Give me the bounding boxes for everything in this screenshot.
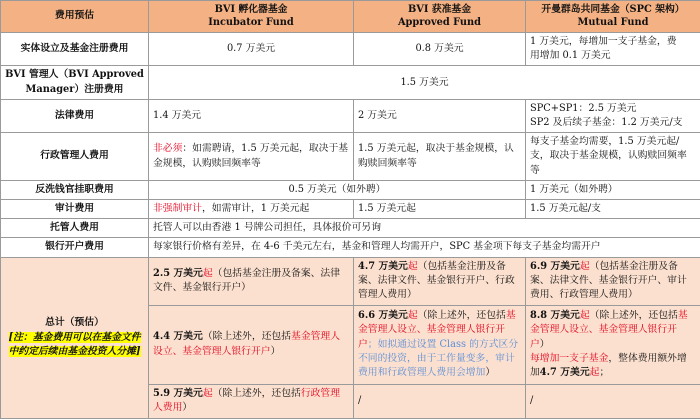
total-approved-2-amount: 6.6 万美元 [358, 310, 408, 321]
total-mutual-2-amount: 8.8 万美元 [530, 310, 580, 321]
total-mutual-2 [526, 305, 700, 384]
aml-mutual: 1 万美元（如外聘） [526, 180, 700, 199]
total-mutual-2-tail-end: ； [599, 367, 609, 378]
admin-incubator [149, 133, 354, 181]
row-label-setup: 实体设立及基金注册费用 [1, 33, 149, 66]
admin-incubator-text: ：如需聘请，1.5 万美元起，取决于基金规模，认购赎回频率等 [153, 143, 348, 168]
total-incubator-3-end: ） [182, 402, 192, 413]
total-mutual-2-tail-from: 起 [590, 367, 600, 378]
total-approved-2-end: ） [485, 367, 495, 378]
total-mutual-1-from: 起 [580, 261, 590, 272]
total-incubator-3 [149, 384, 354, 418]
total-incubator-2-manager: 基金管理人设立、基金管理人银行开户 [153, 331, 340, 356]
total-mutual-2-manager: 基金管理人设立、基金管理人银行开户 [530, 310, 688, 349]
total-approved-2-text: （除上述外，还包括 [418, 310, 506, 321]
total-incubator-1 [149, 257, 354, 305]
table-row-custody [1, 219, 700, 238]
total-mutual-2-tail-text: ，整体费用额外增加 [530, 353, 687, 378]
table-row-aml [1, 180, 700, 199]
table-row-manager [1, 66, 700, 99]
audit-approved: 1.5 万美元起 [354, 200, 526, 219]
table-row-setup [1, 33, 700, 66]
total-incubator-2-end: ） [271, 346, 281, 357]
total-approved-1-amount: 4.7 万美元 [358, 261, 408, 272]
total-incubator-2 [149, 305, 354, 384]
header-incubator-fund [149, 1, 354, 33]
total-incubator-3-from: 起 [203, 388, 213, 399]
setup-mutual [526, 33, 700, 66]
total-mutual-2-text: （除上述外，还包括 [590, 310, 678, 321]
total-incubator-3-text: （除上述外，还包括 [213, 388, 301, 399]
audit-incubator [149, 200, 354, 219]
total-approved-2-class-note: ；如拟通过设置 Class 的方式区分不同的投资，由于工作量变多，审计费用和行政管理人费用会增加 [358, 339, 518, 378]
legal-mutual-line2: SP2 及后续子基金：1.2 万美元/支 [530, 116, 696, 130]
row-label-admin: 行政管理人费用 [1, 133, 149, 181]
total-mutual-2-per-subfund: 每增加一支子基金 [530, 353, 608, 364]
total-approved-2-manager: 基金管理人设立、基金管理人银行开户 [358, 310, 516, 349]
row-label-aml: 反洗钱官挂职费用 [1, 180, 149, 199]
manager-registration-fee: 1.5 万美元 [149, 66, 700, 99]
setup-mutual-line1: 1 万美元，每增加一支子基金，费 [530, 35, 696, 49]
total-incubator-3-admin: 行政管理人费用 [153, 388, 340, 413]
total-mutual-1-text: （包括基金注册及备案、法律文件、基金银行开户、审计费用、行政管理人费用） [530, 261, 687, 300]
total-mutual-1-amount: 6.9 万美元 [530, 261, 580, 272]
setup-incubator: 0.7 万美元 [149, 33, 354, 66]
total-mutual-2-extra [530, 352, 696, 380]
custody-value: 托管人可以由香港 1 号牌公司担任，具体报价可另询 [149, 219, 700, 238]
header-mutual-en: Mutual Fund [528, 17, 698, 29]
header-fee-estimate: 费用预估 [1, 1, 149, 33]
table-row-audit [1, 200, 700, 219]
row-label-custody: 托管人费用 [1, 219, 149, 238]
row-label-manager: BVI 管理人（BVI Approved Manager）注册费用 [1, 66, 149, 99]
header-approved-cn: BVI 获准基金 [356, 4, 523, 16]
total-incubator-1-amount: 2.5 万美元 [153, 268, 203, 279]
total-mutual-2-tail-amount: 4.7 万美元 [540, 367, 590, 378]
table-row-bank [1, 238, 700, 257]
header-mutual-cn: 开曼群岛共同基金（SPC 架构） [528, 4, 698, 16]
header-approved-fund [354, 1, 526, 33]
total-incubator-2-text: （除上述外，还包括 [203, 331, 291, 342]
admin-mutual: 每支子基金均需要，1.5 万美元起/支，取决于基金规模，认购赎回频率等 [526, 133, 700, 181]
total-approved-3: / [354, 384, 526, 418]
total-mutual-2-end: ） [540, 339, 550, 350]
total-mutual-2-from: 起 [580, 310, 590, 321]
header-approved-en: Approved Fund [356, 17, 523, 29]
table-row-legal [1, 99, 700, 132]
header-incubator-en: Incubator Fund [151, 17, 351, 29]
total-incubator-3-amount: 5.9 万美元 [153, 388, 203, 399]
row-label-legal: 法律费用 [1, 99, 149, 132]
table-row-total-1 [1, 257, 700, 305]
total-label: 总计（预估） [5, 316, 144, 330]
audit-incubator-text: ，如需审计，1 万美元起 [202, 203, 309, 214]
total-incubator-1-from: 起 [203, 268, 213, 279]
total-incubator-2-amount: 4.4 万美元 [153, 331, 203, 342]
bank-value: 每家银行价格有差异，在 4-6 千美元左右，基金和管理人均需开户，SPC 基金项下每支子基金均需开户 [149, 238, 700, 257]
total-mutual-3: / [526, 384, 700, 418]
setup-approved: 0.8 万美元 [354, 33, 526, 66]
aml-shared: 0.5 万美元（如外聘） [149, 180, 526, 199]
total-label-cell [1, 257, 149, 418]
total-approved-1-text: （包括基金注册及备案、法律文件、基金银行开户、行政管理人费用） [358, 261, 515, 300]
audit-incubator-not-mandatory: 非强制审计 [153, 203, 202, 214]
legal-incubator: 1.4 万美元 [149, 99, 354, 132]
total-mutual-1 [526, 257, 700, 305]
total-incubator-1-text: （包括基金注册及备案、法律文件、基金银行开户） [153, 268, 340, 293]
total-approved-2 [354, 305, 526, 384]
admin-approved: 1.5 万美元起，取决于基金规模，认购赎回频率等 [354, 133, 526, 181]
row-label-bank: 银行开户费用 [1, 238, 149, 257]
total-approved-1-from: 起 [408, 261, 418, 272]
total-approved-1 [354, 257, 526, 305]
admin-incubator-optional: 非必须 [153, 143, 182, 154]
legal-approved: 2 万美元 [354, 99, 526, 132]
table-row-admin [1, 133, 700, 181]
legal-mutual-line1: SPC+SP1：2.5 万美元 [530, 102, 696, 116]
total-note: [注：基金费用可以在基金文件中约定后续由基金投资人分摊] [9, 332, 141, 357]
row-label-audit: 审计费用 [1, 200, 149, 219]
header-mutual-fund [526, 1, 700, 33]
audit-mutual: 1.5 万美元起/支 [526, 200, 700, 219]
table-header-row [1, 1, 700, 33]
total-approved-2-from: 起 [408, 310, 418, 321]
setup-mutual-line2: 用增加 0.1 万美元 [530, 49, 696, 63]
header-incubator-cn: BVI 孵化器基金 [151, 4, 351, 16]
legal-mutual [526, 99, 700, 132]
